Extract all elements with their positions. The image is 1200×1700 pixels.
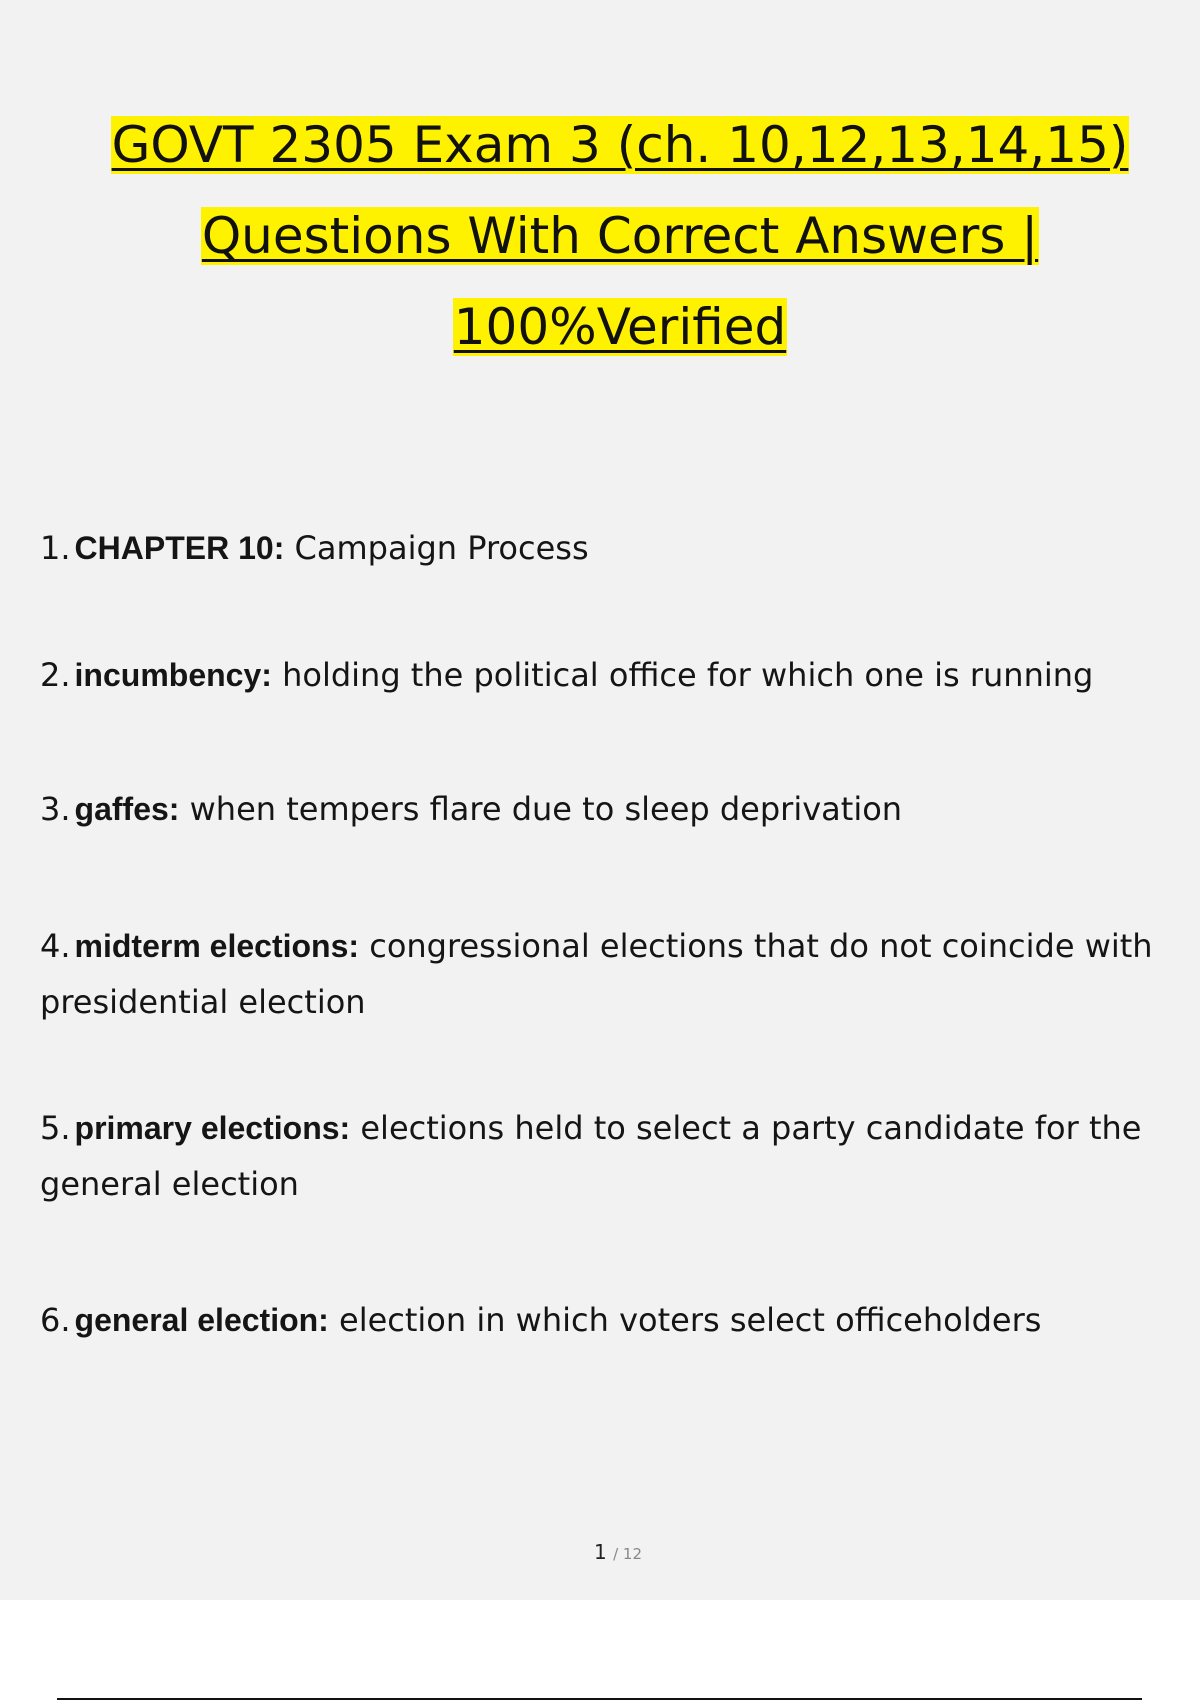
flashcard-item — [40, 1100, 1170, 1212]
item-term: primary elections: — [74, 1110, 351, 1146]
item-term: midterm elections: — [74, 928, 360, 964]
page-indicator — [0, 1540, 1200, 1564]
item-definition: congressional elections that do not coincide with presidential election — [40, 927, 1153, 1021]
current-page: 1 — [593, 1540, 607, 1564]
title-line-3: 100%Verified — [453, 298, 787, 356]
flashcard-item — [40, 647, 1170, 703]
item-term: general election: — [74, 1302, 329, 1338]
item-number: 2. — [40, 656, 71, 694]
document-title — [40, 100, 1200, 373]
item-number: 3. — [40, 790, 71, 828]
flashcard-item — [40, 520, 1170, 576]
item-term: gaffes: — [74, 791, 180, 827]
item-term: incumbency: — [74, 657, 272, 693]
item-number: 6. — [40, 1301, 71, 1339]
item-definition: when tempers flare due to sleep deprivation — [189, 790, 903, 828]
title-line-1: GOVT 2305 Exam 3 (ch. 10,12,13,14,15) — [111, 116, 1129, 174]
item-number: 5. — [40, 1109, 71, 1147]
total-pages: / 12 — [613, 1545, 642, 1563]
item-definition: Campaign Process — [294, 529, 589, 567]
item-definition: holding the political office for which one is running — [282, 656, 1094, 694]
item-number: 1. — [40, 529, 71, 567]
item-number: 4. — [40, 927, 71, 965]
flashcard-item — [40, 1292, 1170, 1348]
title-line-2: Questions With Correct Answers | — [201, 207, 1039, 265]
item-definition: elections held to select a party candidate for the general election — [40, 1109, 1142, 1203]
flashcard-item — [40, 918, 1170, 1030]
item-definition: election in which voters select officeholders — [339, 1301, 1042, 1339]
flashcard-item — [40, 781, 1170, 837]
item-term: CHAPTER 10: — [74, 530, 285, 566]
